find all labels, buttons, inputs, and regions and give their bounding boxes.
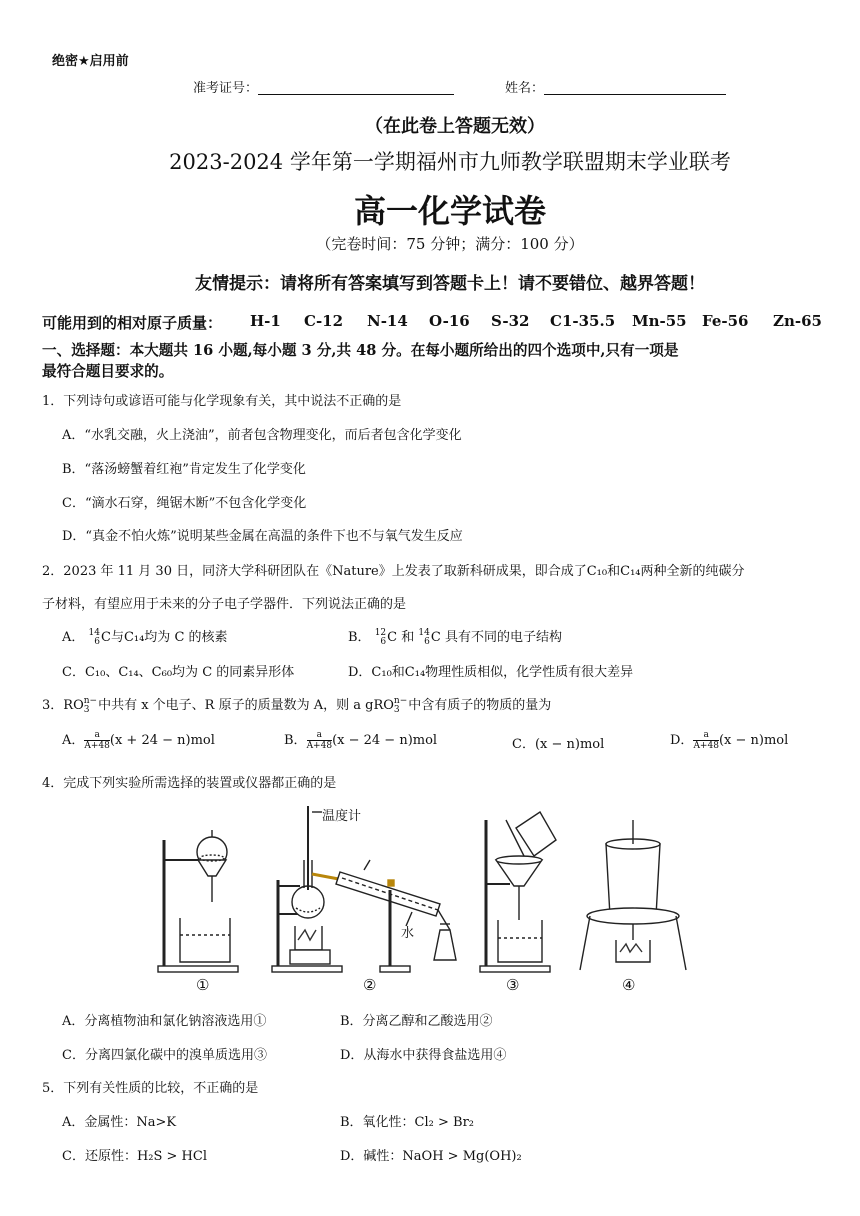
q4-option-d[interactable]: D．从海水中获得食盐选用④ [340,1048,507,1063]
q4-option-b[interactable]: B．分离乙醇和乙酸选用② [340,1014,493,1029]
q3-stem-text-c: 中含有质子的物质的量为 [408,698,552,713]
q2-stem-text-a: 2．2023 年 11 月 30 日，同济大学科研团队在《Nature》上发表了取新科研成果，即合成了 [42,564,587,579]
section-heading-line1: 一、选择题：本大题共 16 小题,每小题 3 分,共 48 分。在每小题所给出的四个选项中,只有一项是 [42,342,679,359]
isotope-symbol: C [430,630,441,645]
fraction: $\frac{a}{A+48}$ [306,730,333,751]
q5-option-b[interactable]: B．氧化性：Cl₂ > Br₂ [340,1115,475,1130]
reminder: 友情提示：请将所有答案填写到答题卡上！请不要错位、越界答题！ [195,274,705,294]
atomic-mass-4: O-16 [429,312,470,330]
q1-option-b[interactable]: B．“落汤螃蟹着红袍”肯定发生了化学变化 [62,462,306,477]
distillation-apparatus [272,806,456,972]
q3-option-d-label: D． [670,733,694,748]
q5-option-a[interactable]: A．金属性：Na>K [62,1115,177,1130]
q4-option-a[interactable]: A．分离植物油和氯化钠溶液选用① [62,1014,267,1029]
q3-option-a-expr: (x + 24 − n)mol [109,733,215,748]
atomic-mass-2: C-12 [304,312,344,330]
section-heading-line2: 最符合题目要求的。 [42,363,174,380]
q2-option-a-label: A． [62,630,85,645]
secret-label: 绝密★启用前 [52,54,129,69]
q3-option-c-label: C． [512,737,535,752]
atomic-mass-5: S-32 [491,312,530,330]
q2-stem-line2: 子材料，有望应用于未来的分子电子学器件．下列说法正确的是 [42,597,407,612]
atomic-mass-label: 可能用到的相对原子质量： [42,314,223,332]
q3-option-a[interactable] [62,729,215,751]
q1-option-d[interactable]: D．“真金不怕火炼”说明某些金属在高温的条件下也不与氧气发生反应 [62,529,463,544]
separatory-funnel-apparatus [158,830,238,972]
ion-charge: n− 3 [83,695,98,715]
invalid-note: （在此卷上答题无效） [365,116,545,137]
evaporation-apparatus [580,820,686,970]
q5-option-d[interactable]: D．碱性：NaOH > Mg(OH)₂ [340,1149,522,1164]
name-blank[interactable] [544,82,726,95]
q3-option-c[interactable] [512,733,604,752]
q2-stem-line1 [42,560,745,579]
atomic-mass-7: Mn-55 [632,312,687,330]
q3-option-a-label: A． [62,733,85,748]
q3-option-b-label: B． [284,733,307,748]
q3-option-b-expr: (x − 24 − n)mol [332,733,438,748]
filtration-apparatus [480,812,556,972]
ion-ro3: RO [373,698,394,713]
q2-stem-c14: C₁₄ [620,564,641,579]
atomic-mass-1: H-1 [250,312,281,330]
fraction: $\frac{a}{A+48}$ [693,730,719,751]
atomic-mass-6: C1-35.5 [550,312,616,330]
q2-option-a-text: 与C₁₄均为 C 的核素 [110,630,228,645]
q1-stem: 1．下列诗句或谚语可能与化学现象有关，其中说法不正确的是 [42,394,402,409]
q2-option-c[interactable]: C．C₁₀、C₁₄、C₆₀均为 C 的同素异形体 [62,665,295,680]
device-label-1: ① [196,976,210,994]
exam-id-label: 准考证号： [193,81,259,96]
q2-option-b[interactable] [348,626,562,647]
apparatus-figure [150,800,695,995]
isotope-c12: 12 6 [374,627,387,647]
paper-title: 高一化学试卷 [353,192,546,230]
q2-option-a[interactable] [62,626,228,647]
q3-option-b[interactable] [284,729,437,751]
fraction: $\frac{a}{A+48}$ [84,730,110,751]
q2-stem-text-b: 和 [607,564,621,579]
q2-option-b-and: 和 [401,630,415,645]
ion-charge: n− 3 [393,695,408,715]
q4-option-c[interactable]: C．分离四氯化碳中的溴单质选用③ [62,1048,267,1063]
q2-option-d[interactable]: D．C₁₀和C₁₄物理性质相似，化学性质有很大差异 [348,665,634,680]
isotope-symbol: C [387,630,398,645]
device-label-3: ③ [506,976,520,994]
isotope-c14: 14 6 [88,627,100,647]
isotope-c14: 14 6 [418,627,430,647]
atomic-mass-3: N-14 [367,312,408,330]
q5-option-c[interactable]: C．还原性：H₂S > HCl [62,1149,207,1164]
exam-id-row [193,77,454,96]
q2-option-b-label: B． [348,630,371,645]
thermometer-label: 温度计 [322,809,362,824]
device-label-2: ② [363,976,377,994]
q1-option-a[interactable]: A．“水乳交融，火上浇油”，前者包含物理变化，而后者包含化学变化 [62,428,462,443]
time-note: （完卷时间：75 分钟；满分：100 分） [316,235,584,253]
water-label: 水 [401,926,415,941]
q2-option-b-text: 具有不同的电子结构 [444,630,562,645]
atomic-mass-8: Fe-56 [702,312,749,330]
exam-title: 2023-2024 学年第一学期福州市九师教学联盟期末学业联考 [169,150,731,174]
q3-stem [42,694,551,715]
q5-stem: 5．下列有关性质的比较，不正确的是 [42,1081,259,1096]
q2-stem-c10: C₁₀ [586,564,608,579]
ion-ro3: RO [63,698,84,713]
atomic-mass-9: Zn-65 [773,312,822,330]
q3-stem-text-b: 中共有 x 个电子、R 原子的质量数为 A，则 a g [98,698,374,713]
exam-id-blank[interactable] [258,82,454,95]
name-label: 姓名： [505,81,545,96]
q3-option-c-expr: (x − n)mol [534,737,605,752]
isotope-symbol: C [100,630,111,645]
q4-stem: 4．完成下列实验所需选择的装置或仪器都正确的是 [42,776,337,791]
q3-option-d-expr: (x − n)mol [718,733,789,748]
q3-stem-number: 3． [42,698,64,713]
device-label-4: ④ [622,976,636,994]
q2-stem-text-c: 两种全新的纯碳分 [640,564,745,579]
name-row [505,77,726,96]
q3-option-d[interactable] [670,729,788,751]
q1-option-c[interactable]: C．“滴水石穿，绳锯木断”不包含化学变化 [62,496,307,511]
